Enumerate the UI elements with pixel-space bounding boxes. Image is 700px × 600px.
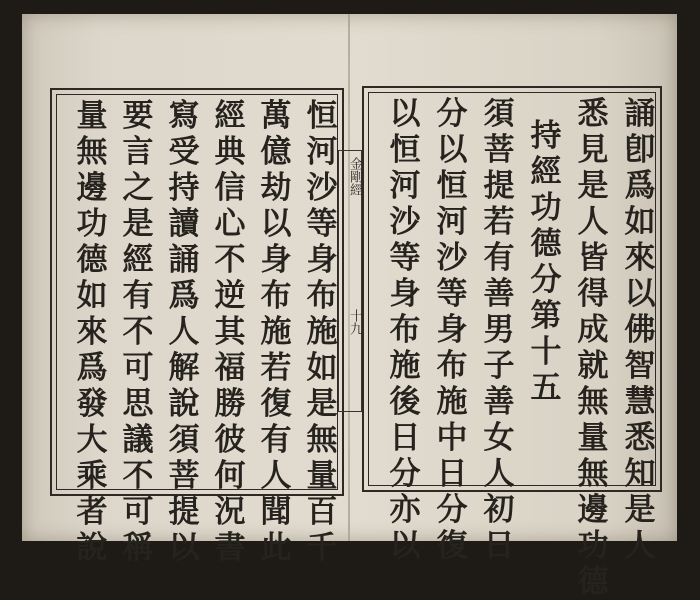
right-page-column: 悉 見 是 人 皆 得 成 就 無 量 無 邊 功 德 [577,96,609,600]
left-page-column: 要 言 之 是 經 有 不 可 思 議 不 可 稱 [122,98,154,566]
left-page-column: 經 典 信 心 不 逆 其 福 勝 彼 何 況 書 [214,98,246,566]
right-page-column: 以 恒 河 沙 等 身 布 施 後 日 分 亦 以 [389,96,421,564]
left-page-frame [50,88,344,566]
left-page-column: 量 無 邊 功 德 如 來 爲 發 大 乘 者 說 [76,98,108,566]
left-page-column: 恒 河 沙 等 身 布 施 如 是 無 量 百 千 [306,98,338,566]
right-page-frame [362,86,662,600]
left-page-column: 寫 受 持 讀 誦 爲 人 解 說 須 菩 提 以 [168,98,200,566]
sutra-title: 金剛經 [347,157,362,196]
page-number: 十九 [347,309,362,335]
right-page-column: 分 以 恒 河 沙 等 身 布 施 中 日 分 復 [436,96,468,564]
left-page-column: 萬 億 劫 以 身 布 施 若 復 有 人 聞 此 [260,98,292,566]
right-page-column: 須 菩 提 若 有 善 男 子 善 女 人 初 日 [483,96,515,564]
right-page-column: 誦 卽 爲 如 來 以 佛 智 慧 悉 知 是 人 [624,96,656,564]
center-gutter [338,150,362,412]
right-page-column: 持 經 功 德 分 第 十 五 [530,118,562,406]
